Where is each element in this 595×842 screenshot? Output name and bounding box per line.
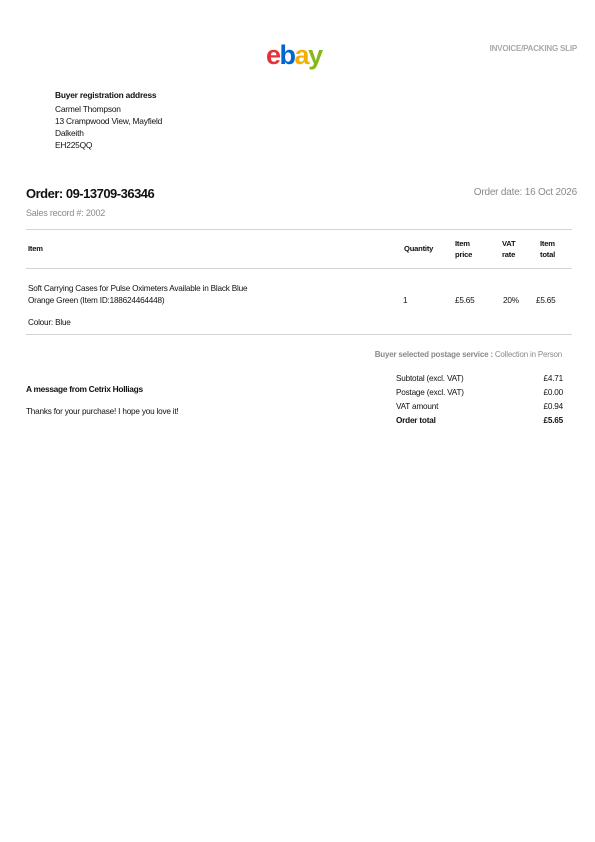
- ebay-logo: [266, 40, 330, 70]
- postage-service-label: Buyer selected postage service :: [374, 350, 493, 359]
- vat-row: [396, 400, 563, 414]
- subtotal-value: £4.71: [543, 374, 563, 383]
- seller-message-title: A message from Cetrix Holliags: [26, 384, 143, 394]
- vat-label: VAT amount: [396, 402, 439, 411]
- subtotal-row: [396, 372, 563, 386]
- column-header-quantity: Quantity: [404, 244, 434, 253]
- buyer-address: [55, 89, 162, 151]
- buyer-town: Dalkeith: [55, 128, 84, 138]
- order-number: Order: 09-13709-36346: [26, 186, 155, 201]
- table-header-divider: [26, 268, 572, 269]
- item-title-line-2: Orange Green (Item ID:188624464448): [28, 296, 165, 305]
- buyer-postcode: EH225QQ: [55, 140, 93, 150]
- buyer-name: Carmel Thompson: [55, 104, 121, 114]
- order-total-value: £5.65: [543, 416, 563, 425]
- document-type-label: INVOICE/PACKING SLIP: [489, 44, 577, 53]
- logo-letter-e: e: [266, 40, 280, 70]
- buyer-address-heading: Buyer registration address: [55, 90, 157, 100]
- logo-letter-b: b: [279, 40, 295, 70]
- postage-service: [375, 350, 562, 359]
- postage-label: Postage (excl. VAT): [396, 388, 464, 397]
- item-vat-rate: 20%: [503, 296, 519, 305]
- column-header-item: Item: [28, 244, 43, 253]
- seller-message-body: Thanks for your purchase! I hope you love it!: [26, 407, 179, 416]
- column-header-item-total: Item total: [540, 239, 556, 259]
- postage-value: £0.00: [543, 388, 563, 397]
- order-date: Order date: 16 Oct 2026: [473, 187, 577, 198]
- postage-row: [396, 386, 563, 400]
- sales-record-number: Sales record #: 2002: [26, 208, 106, 218]
- item-variation: Colour: Blue: [28, 318, 71, 327]
- item-total: £5.65: [536, 296, 556, 305]
- table-top-divider: [26, 229, 572, 230]
- table-bottom-divider: [26, 334, 572, 335]
- logo-letter-y: y: [308, 40, 322, 70]
- column-header-item-price: Item price: [455, 239, 473, 259]
- vat-value: £0.94: [543, 402, 563, 411]
- item-price: £5.65: [455, 296, 475, 305]
- subtotal-label: Subtotal (excl. VAT): [396, 374, 464, 383]
- logo-letter-a: a: [294, 40, 309, 70]
- order-total-row: [396, 414, 563, 428]
- postage-service-value: Collection in Person: [494, 350, 562, 359]
- item-quantity: 1: [403, 296, 408, 305]
- order-total-label: Order total: [396, 416, 436, 425]
- item-title-line-1: Soft Carrying Cases for Pulse Oximeters Available in Black Blue: [28, 284, 248, 293]
- order-totals: [396, 372, 563, 428]
- column-header-vat-rate: VAT rate: [502, 239, 516, 259]
- buyer-street: 13 Crampwood View, Mayfield: [55, 116, 163, 126]
